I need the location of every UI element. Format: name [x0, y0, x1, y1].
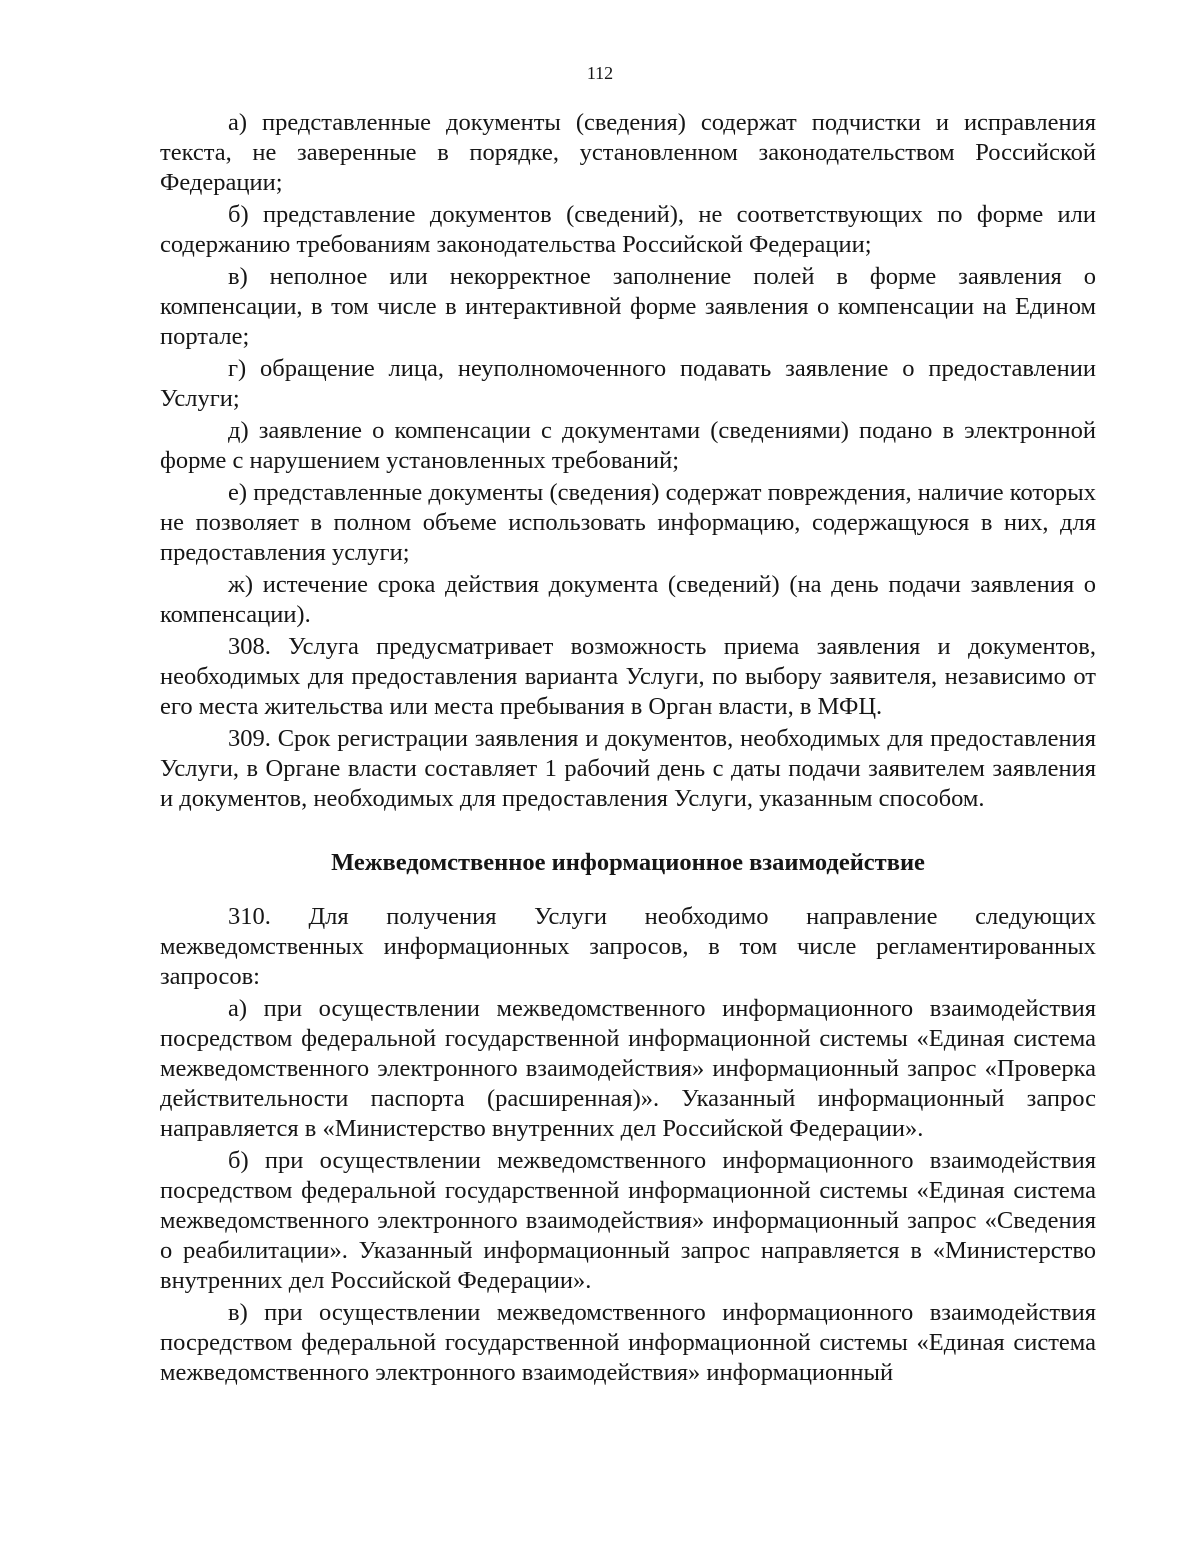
clause-a-paragraph: а) представленные документы (сведения) содержат подчистки и исправления текста, не заверенные в порядке, установленном законодательством Российской Федерации;: [160, 109, 1096, 196]
document-body: [160, 108, 1096, 1388]
clause-e-paragraph: е) представленные документы (сведения) содержат повреждения, наличие которых не позволяет в полном объеме использовать информацию, содержащуюся в них, для предоставления услуги;: [160, 479, 1096, 566]
section-308-paragraph: 308. Услуга предусматривает возможность приема заявления и документов, необходимых для предоставления варианта Услуги, по выбору заявителя, независимо от его места жительства или места пребывания в Орган власти, в МФЦ.: [160, 633, 1096, 720]
clause-zh-paragraph: ж) истечение срока действия документа (сведений) (на день подачи заявления о компенсации).: [160, 571, 1096, 628]
clause-g-paragraph: г) обращение лица, неуполномоченного подавать заявление о предоставлении Услуги;: [160, 355, 1096, 412]
page-number: 112: [586, 63, 614, 83]
clause-v-paragraph: в) неполное или некорректное заполнение полей в форме заявления о компенсации, в том числе в интерактивной форме заявления о компенсации на Едином портале;: [160, 263, 1096, 350]
request-b-paragraph: б) при осуществлении межведомственного информационного взаимодействия посредством федеральной государственной информационной системы «Единая система межведомственного электронного взаимодействия» информационный запрос «Сведения о реабилитации». Указанный информационный запрос направляется в «Министерство внутренних дел Российской Федерации».: [160, 1147, 1096, 1294]
clause-b-paragraph: б) представление документов (сведений), не соответствующих по форме или содержанию требованиям законодательства Российской Федерации;: [160, 201, 1096, 258]
clause-d-paragraph: д) заявление о компенсации с документами (сведениями) подано в электронной форме с нарушением установленных требований;: [160, 417, 1096, 474]
request-v-paragraph: в) при осуществлении межведомственного информационного взаимодействия посредством федеральной государственной информационной системы «Единая система межведомственного электронного взаимодействия» информационный: [160, 1299, 1096, 1386]
section-309-paragraph: 309. Срок регистрации заявления и документов, необходимых для предоставления Услуги, в Органе власти составляет 1 рабочий день с даты подачи заявителем заявления и документов, необходимых для предоставления Услуги, указанным способом.: [160, 725, 1096, 812]
section-heading: Межведомственное информационное взаимодействие: [331, 849, 925, 876]
request-a-paragraph: а) при осуществлении межведомственного информационного взаимодействия посредством федеральной государственной информационной системы «Единая система межведомственного электронного взаимодействия» информационный запрос «Проверка действительности паспорта (расширенная)». Указанный информационный запрос направляется в «Министерство внутренних дел Российской Федерации».: [160, 995, 1096, 1142]
section-310-paragraph: 310. Для получения Услуги необходимо направление следующих межведомственных информационных запросов, в том числе регламентированных запросов:: [160, 903, 1096, 990]
